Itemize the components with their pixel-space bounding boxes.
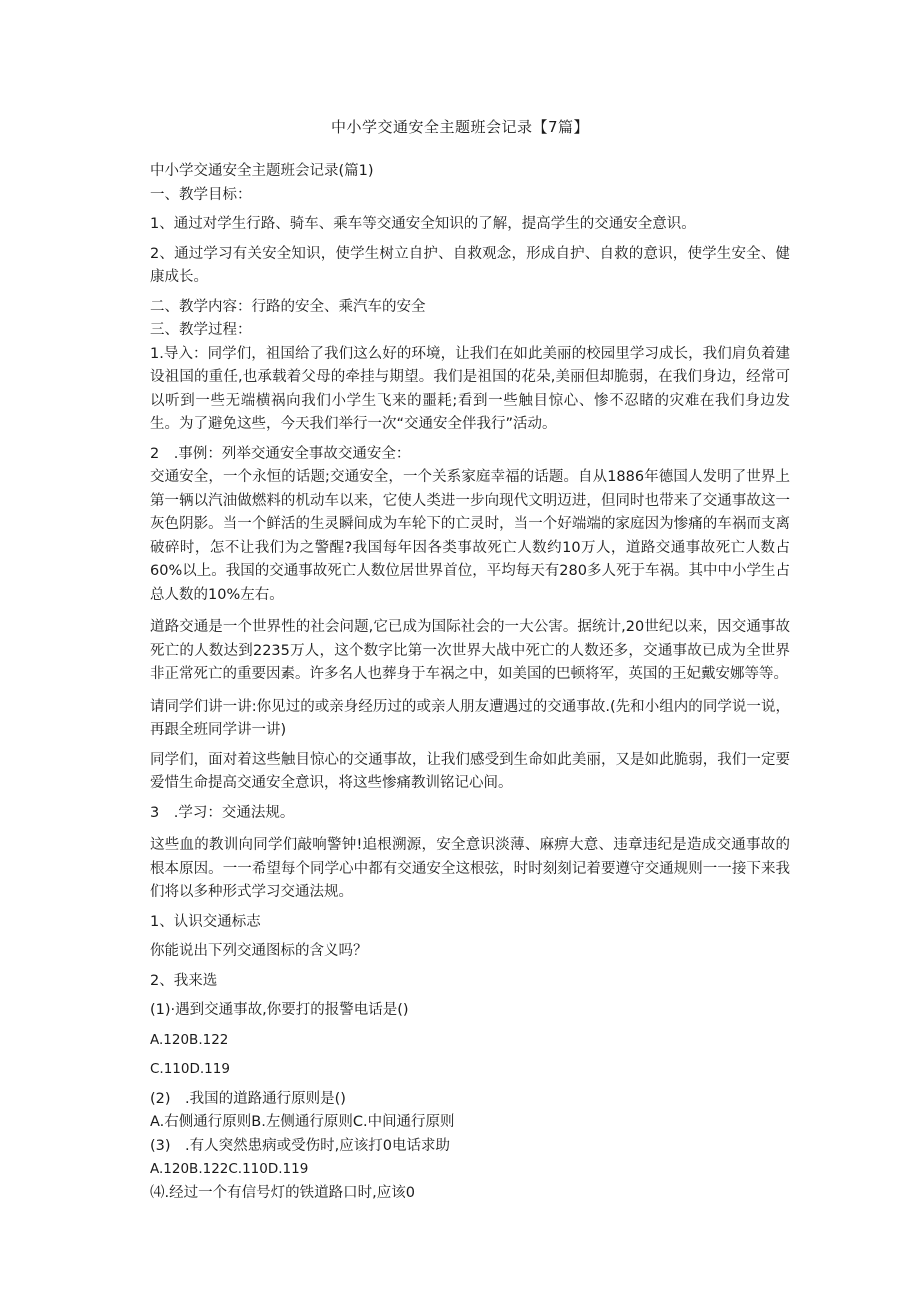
heading-learn-rules: 3 .学习：交通法规。 <box>150 804 295 821</box>
heading-traffic-signs: 1、认识交通标志 <box>150 913 261 930</box>
question-1-options-a: A.120B.122 <box>150 1031 229 1048</box>
question-2-options: A.右侧通行原则B.左侧通行原则C.中间通行原则 <box>150 1114 455 1130</box>
question-traffic-icons: 你能说出下列交通图标的含义吗？ <box>150 943 368 959</box>
question-3-options: A.120B.122C.110D.119 <box>150 1161 309 1177</box>
goal-item-2: 2、通过学习有关安全知识，使学生树立自护、自救观念，形成自护、自救的意识，使学生安全、健康成长。 <box>150 245 790 285</box>
heading-examples: 2 .事例：列举交通安全事故交通安全： <box>150 445 411 462</box>
document-body <box>150 160 790 1205</box>
document-title: 中小学交通安全主题班会记录【7篇】 <box>330 118 590 136</box>
question-3: (3) .有人突然患病或受伤时,应该打0电话求助 <box>150 1137 450 1154</box>
paragraph-traffic-safety: 交通安全，一个永恒的话题;交通安全，一个关系家庭幸福的话题。自从1886年德国人发明了世界上第一辆以汽油做燃料的机动车以来，它使人类进一步向现代文明迈进，但同时也带来了交通事故这一灰色阴影。当一个鲜活的生灵瞬间成为车轮下的亡灵时，当一个好端端的家庭因为惨痛的车祸而支离破碎时，怎不让我们为之警醒?我国每年因各类事故死亡人数约10万人，道路交通事故死亡人数占60%以上。我国的交通事故死亡人数位居世界首位，平均每天有280多人死于车祸。其中中小学生占总人数的10%左右。 <box>150 469 790 603</box>
section-heading: 中小学交通安全主题班会记录(篇1) <box>150 163 374 179</box>
paragraph-cherish-life: 同学们，面对着这些触目惊心的交通事故，让我们感受到生命如此美丽，又是如此脆弱，我们一定要爱惜生命提高交通安全意识，将这些惨痛教训铭记心间。 <box>150 751 790 791</box>
question-1-options-b: C.110D.119 <box>150 1061 230 1077</box>
heading-teaching-goals: 一、教学目标： <box>150 186 252 203</box>
goal-item-1: 1、通过对学生行路、骑车、乘车等交通安全知识的了解，提高学生的交通安全意识。 <box>150 216 696 232</box>
heading-teaching-process: 三、教学过程： <box>150 322 252 338</box>
paragraph-road-traffic: 道路交通是一个世界性的社会问题,它已成为国际社会的一大公害。据统计,20世纪以来，因交通事故死亡的人数达到2235万人，这个数字比第一次世界大战中死亡的人数还多，交通事故已成为全世界非正常死亡的重要因素。许多名人也葬身于车祸之中，如美国的巴顿将军，英国的王妃戴安娜等等。 <box>150 619 790 682</box>
paragraph-share-stories: 请同学们讲一讲:你见过的或亲身经历过的或亲人朋友遭遇过的交通事故.(先和小组内的同学说一说，再跟全班同学讲一讲) <box>150 698 790 738</box>
paragraph-warning: 这些血的教训向同学们敲响警钟!追根溯源，安全意识淡薄、麻痹大意、违章违纪是造成交通事故的根本原因。一一希望每个同学心中都有交通安全这根弦，时时刻刻记着要遵守交通规则一一接下来我们将以多种形式学习交通法规。 <box>150 837 790 900</box>
question-2: (2) .我国的道路通行原则是() <box>150 1090 346 1107</box>
question-4: ⑷.经过一个有信号灯的铁道路口时,应该0 <box>150 1184 415 1201</box>
heading-multiple-choice: 2、我来选 <box>150 972 218 989</box>
heading-teaching-content: 二、教学内容：行路的安全、乘汽车的安全 <box>150 298 426 315</box>
paragraph-introduction: 1.导入：同学们，祖国给了我们这么好的环境，让我们在如此美丽的校园里学习成长，我们肩负着建设祖国的重任,也承载着父母的牵挂与期望。我们是祖国的花朵,美丽但却脆弱，在我们身边，经常可以听到一些无端横祸向我们小学生飞来的噩耗;看到一些触目惊心、惨不忍睹的灾难在我们身边发生。为了避免这些，今天我们举行一次“交通安全伴我行”活动。 <box>150 345 790 432</box>
question-1: (1)·遇到交通事故,你要打的报警电话是() <box>150 1002 409 1018</box>
